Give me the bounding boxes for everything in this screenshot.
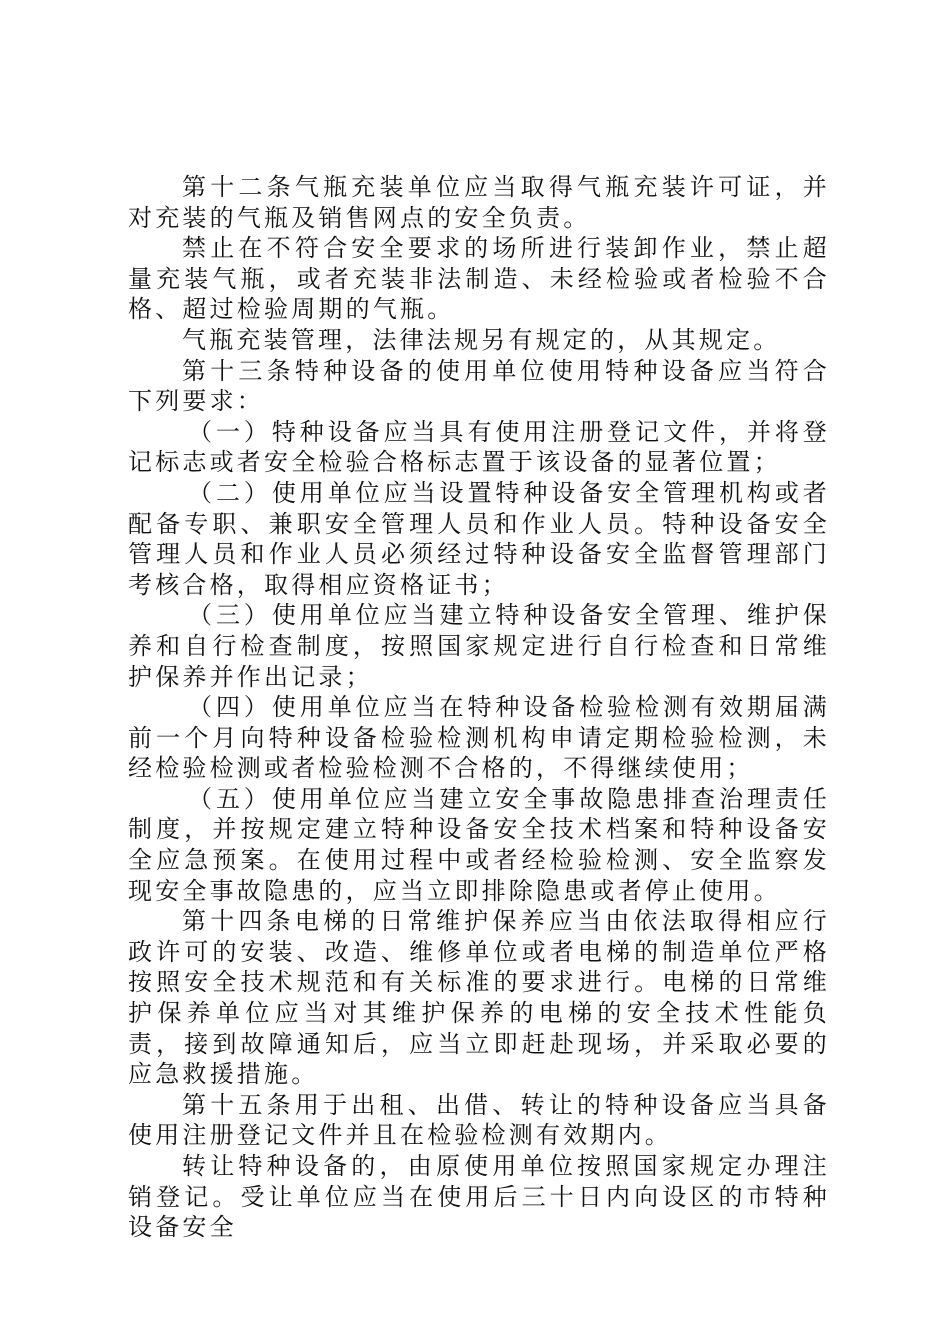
article-12-paragraph: 第十二条气瓶充装单位应当取得气瓶充装许可证，并对充装的气瓶及销售网点的安全负责。 — [128, 173, 830, 232]
list-item-2: （二）使用单位应当设置特种设备安全管理机构或者配备专职、兼职安全管理人员和作业人员。特种设备安全管理人员和作业人员必须经过特种设备安全监督管理部门考核合格，取得相应资格证书； — [128, 478, 830, 599]
list-item-1: （一）特种设备应当具有使用注册登记文件，并将登记标志或者安全检验合格标志置于该设备的显著位置； — [128, 417, 830, 477]
body-paragraph: 转让特种设备的，由原使用单位按照国家规定办理注销登记。受让单位应当在使用后三十日内向设区的市特种设备安全 — [128, 1152, 830, 1242]
body-paragraph: 禁止在不符合安全要求的场所进行装卸作业，禁止超量充装气瓶，或者充装非法制造、未经检验或者检验不合格、超过检验周期的气瓶。 — [128, 234, 830, 324]
list-item-3: （三）使用单位应当建立特种设备安全管理、维护保养和自行检查制度，按照国家规定进行自行检查和日常维护保养并作出记录； — [128, 601, 830, 691]
body-paragraph: 气瓶充装管理，法律法规另有规定的，从其规定。 — [182, 325, 781, 354]
article-15-paragraph: 第十五条用于出租、出借、转让的特种设备应当具备使用注册登记文件并且在检验检测有效期内。 — [128, 1090, 830, 1150]
list-item-5: （五）使用单位应当建立安全事故隐患排查治理责任制度，并按规定建立特种设备安全技术档案和特种设备安全应急预案。在使用过程中或者经检验检测、安全监察发现安全事故隐患的，应当立即排除隐患或者停止使用。 — [128, 784, 830, 905]
article-13-paragraph: 第十三条特种设备的使用单位使用特种设备应当符合下列要求： — [128, 356, 830, 416]
list-item-4: （四）使用单位应当在特种设备检验检测有效期届满前一个月向特种设备检验检测机构申请定期检验检测，未经检验检测或者检验检测不合格的，不得继续使用； — [128, 693, 830, 783]
article-14-paragraph: 第十四条电梯的日常维护保养应当由依法取得相应行政许可的安装、改造、维修单位或者电梯的制造单位严格按照安全技术规范和有关标准的要求进行。电梯的日常维护保养单位应当对其维护保养的电梯的安全技术性能负责，接到故障通知后，应当立即赶赴现场，并采取必要的应急救援措施。 — [128, 907, 830, 1089]
document-body — [128, 172, 830, 1243]
